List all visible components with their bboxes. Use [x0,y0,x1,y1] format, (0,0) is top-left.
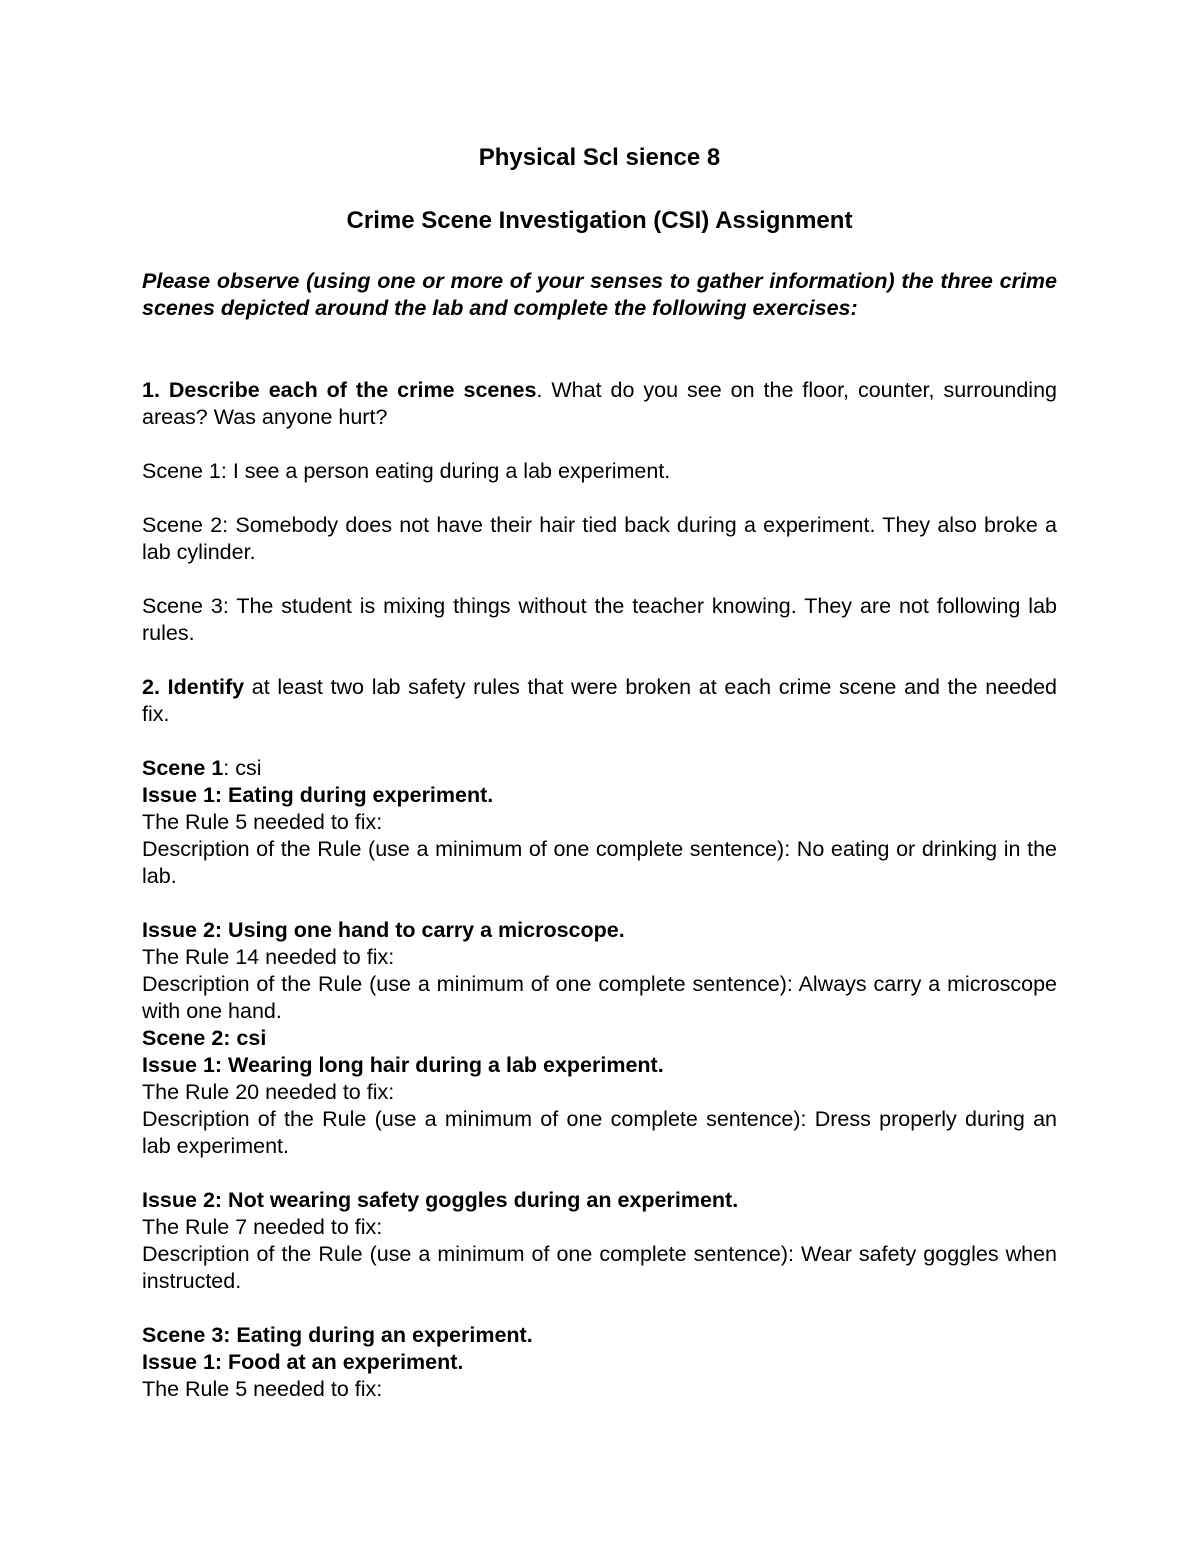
scene-1-heading [142,755,1057,782]
scene-3-description: Scene 3: The student is mixing things without the teacher knowing. They are not following lab rules. [142,594,1057,645]
scene-1-issue-2-description: Description of the Rule (use a minimum of one complete sentence): Always carry a microscope with one hand. [142,972,1057,1023]
scene-2-issue-2 [142,1187,1057,1295]
scene-1-issue-1-rule: The Rule 5 needed to fix: [142,810,383,834]
scene-1-issue-1-description: Description of the Rule (use a minimum of one complete sentence): No eating or drinking in the lab. [142,837,1057,888]
scene-2-description: Scene 2: Somebody does not have their hair tied back during a experiment. They also broke a lab cylinder. [142,513,1057,564]
scene-3-issue-1-rule: The Rule 5 needed to fix: [142,1377,383,1401]
scene-1-issue-2-title: Issue 2: Using one hand to carry a microscope. [142,918,625,942]
scene-1-issue-2 [142,917,1057,1025]
assignment-title: Crime Scene Investigation (CSI) Assignment [346,207,853,234]
scene-1-issue-2-rule: The Rule 14 needed to fix: [142,945,395,969]
scene-2-issue-2-description: Description of the Rule (use a minimum of one complete sentence): Wear safety goggles when instructed. [142,1242,1057,1293]
scene-1-value: : csi [223,756,262,780]
scene-2-issue-1-rule: The Rule 20 needed to fix: [142,1080,395,1104]
question-2 [142,674,1057,728]
scene-3-issue-1-title: Issue 1: Food at an experiment. [142,1350,464,1374]
scene-2-issue-1-title: Issue 1: Wearing long hair during a lab experiment. [142,1053,664,1077]
question-2-label: 2. Identify [142,675,245,699]
course-title: Physical Scl sience 8 [478,144,721,171]
question-2-text: at least two lab safety rules that were broken at each crime scene and the needed fix. [142,675,1057,726]
scene-3-answers [142,1322,1057,1403]
scene-3-heading: Scene 3: Eating during an experiment. [142,1323,533,1347]
question-1-label: 1. Describe each of the crime scenes [142,378,537,402]
question-1-text: . What do you see on the floor, counter, surrounding areas? Was anyone hurt? [142,378,1057,429]
scene-1-issue-1-title: Issue 1: Eating during experiment. [142,783,494,807]
scene-2-issue-2-title: Issue 2: Not wearing safety goggles during an experiment. [142,1188,739,1212]
instructions: Please observe (using one or more of your senses to gather information) the three crime scenes depicted around the lab and complete the following exercises: [142,269,1057,320]
scene-2-issue-2-rule: The Rule 7 needed to fix: [142,1215,383,1239]
scene-2-answers [142,1025,1057,1160]
scene-1-label: Scene 1 [142,756,224,780]
scene-2-issue-1-description: Description of the Rule (use a minimum of one complete sentence): Dress properly during an lab experiment. [142,1107,1057,1158]
scene-1-answers [142,755,1057,890]
scene-1-description: Scene 1: I see a person eating during a lab experiment. [142,459,671,483]
scene-2-heading: Scene 2: csi [142,1026,267,1050]
question-1 [142,377,1057,431]
